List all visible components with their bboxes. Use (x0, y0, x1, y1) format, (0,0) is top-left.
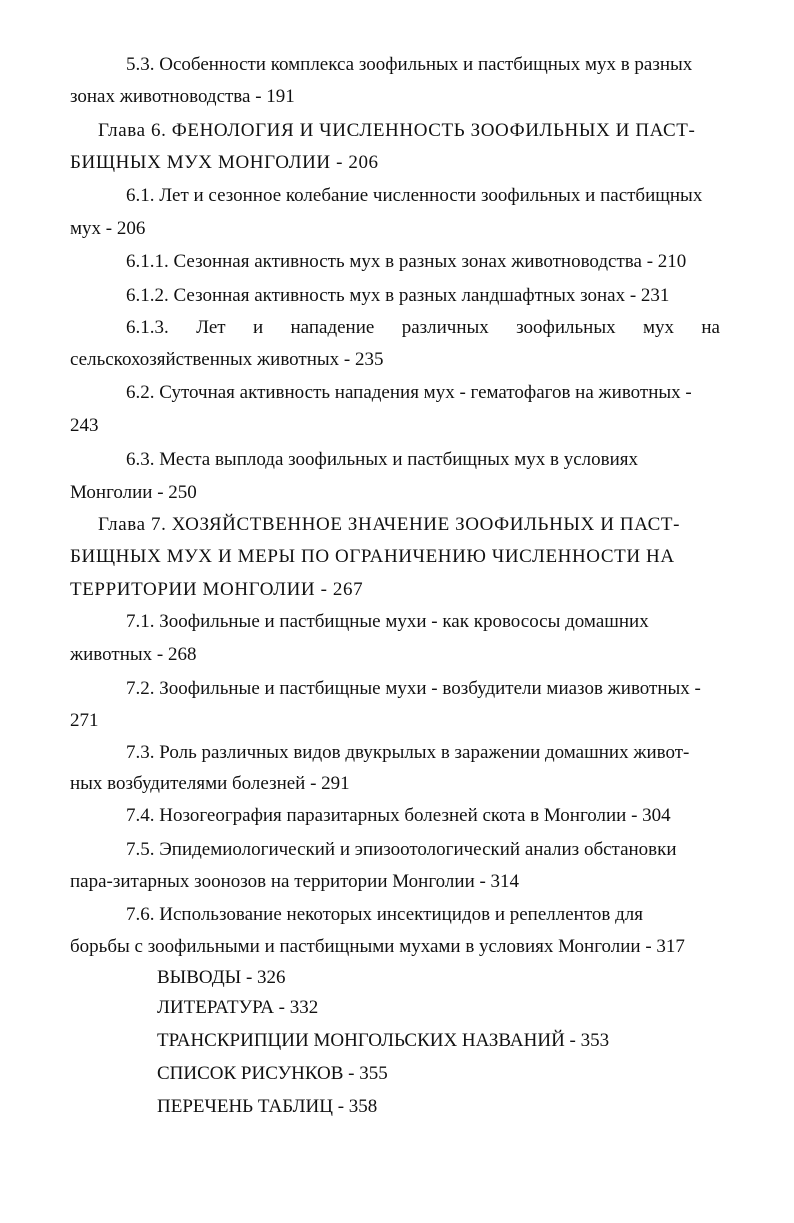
toc-transcriptions: ТРАНСКРИПЦИИ МОНГОЛЬСКИХ НАЗВАНИЙ - 353 (157, 1030, 610, 1051)
toc-6-1-2: 6.1.2. Сезонная активность мух в разных ландшафтных зонах - 231 (126, 285, 670, 306)
toc-chapter-7-line3: ТЕРРИТОРИИ МОНГОЛИИ - 267 (70, 579, 364, 600)
toc-tables-list: ПЕРЕЧЕНЬ ТАБЛИЦ - 358 (157, 1096, 378, 1117)
toc-7-5-line2: пара-зитарных зоонозов на территории Монголии - 314 (70, 871, 520, 892)
toc-6-1-1: 6.1.1. Сезонная активность мух в разных зонах животноводства - 210 (126, 251, 687, 272)
toc-7-6-line1: 7.6. Использование некоторых инсектицидов и репеллентов для (126, 904, 644, 925)
toc-7-6-line2: борьбы с зоофильными и пастбищными мухами в условиях Монголии - 317 (70, 936, 685, 957)
toc-conclusions: ВЫВОДЫ - 326 (157, 967, 286, 988)
toc-7-5-line1: 7.5. Эпидемиологический и эпизоотологический анализ обстановки (126, 839, 677, 860)
toc-figures-list: СПИСОК РИСУНКОВ - 355 (157, 1063, 388, 1084)
toc-5-3-line2: зонах животноводства - 191 (70, 86, 295, 107)
toc-6-1-3-line1 (126, 316, 720, 340)
toc-6-1-3-word: Лет (196, 317, 226, 338)
toc-6-1-3-word: зоофильных (516, 317, 616, 338)
toc-6-3-line1: 6.3. Места выплода зоофильных и пастбищных мух в условиях (126, 449, 639, 470)
toc-6-1-3-word: мух (642, 317, 674, 338)
toc-6-2-line1: 6.2. Суточная активность нападения мух - гематофагов на животных - (126, 382, 692, 403)
toc-7-4: 7.4. Нозогеография паразитарных болезней скота в Монголии - 304 (126, 805, 671, 826)
toc-chapter-6-line2: БИЩНЫХ МУХ МОНГОЛИИ - 206 (70, 152, 379, 173)
toc-6-3-line2: Монголии - 250 (70, 482, 197, 503)
toc-6-1-3-word: нападение (290, 317, 375, 338)
toc-7-2-line1: 7.2. Зоофильные и пастбищные мухи - возбудители миазов животных - (126, 678, 701, 699)
toc-7-3-line1: 7.3. Роль различных видов двукрылых в заражении домашних живот- (126, 742, 690, 763)
toc-chapter-7-line1: Глава 7. ХОЗЯЙСТВЕННОЕ ЗНАЧЕНИЕ ЗООФИЛЬНЫХ И ПАСТ- (98, 514, 681, 535)
toc-chapter-6-line1: Глава 6. ФЕНОЛОГИЯ И ЧИСЛЕННОСТЬ ЗООФИЛЬНЫХ И ПАСТ- (98, 120, 696, 141)
toc-7-3-line2: ных возбудителями болезней - 291 (70, 773, 350, 794)
toc-6-1-line2: мух - 206 (70, 218, 146, 239)
toc-7-2-line2: 271 (70, 710, 99, 731)
toc-7-1-line2: животных - 268 (70, 644, 197, 665)
toc-6-1-line1: 6.1. Лет и сезонное колебание численности зоофильных и пастбищных (126, 185, 703, 206)
toc-6-2-line2: 243 (70, 415, 99, 436)
toc-chapter-7-line2: БИЩНЫХ МУХ И МЕРЫ ПО ОГРАНИЧЕНИЮ ЧИСЛЕННОСТИ НА (70, 546, 675, 567)
toc-6-1-3-word: 6.1.3. (126, 317, 169, 338)
toc-6-1-3-word: на (701, 317, 720, 338)
toc-6-1-3-word: и (252, 317, 264, 338)
toc-6-1-3-line2: сельскохозяйственных животных - 235 (70, 349, 384, 370)
toc-7-1-line1: 7.1. Зоофильные и пастбищные мухи - как кровососы домашних (126, 611, 649, 632)
toc-literature: ЛИТЕРАТУРА - 332 (157, 997, 319, 1018)
toc-6-1-3-word: различных (401, 317, 489, 338)
toc-5-3-line1: 5.3. Особенности комплекса зоофильных и пастбищных мух в разных (126, 54, 693, 75)
